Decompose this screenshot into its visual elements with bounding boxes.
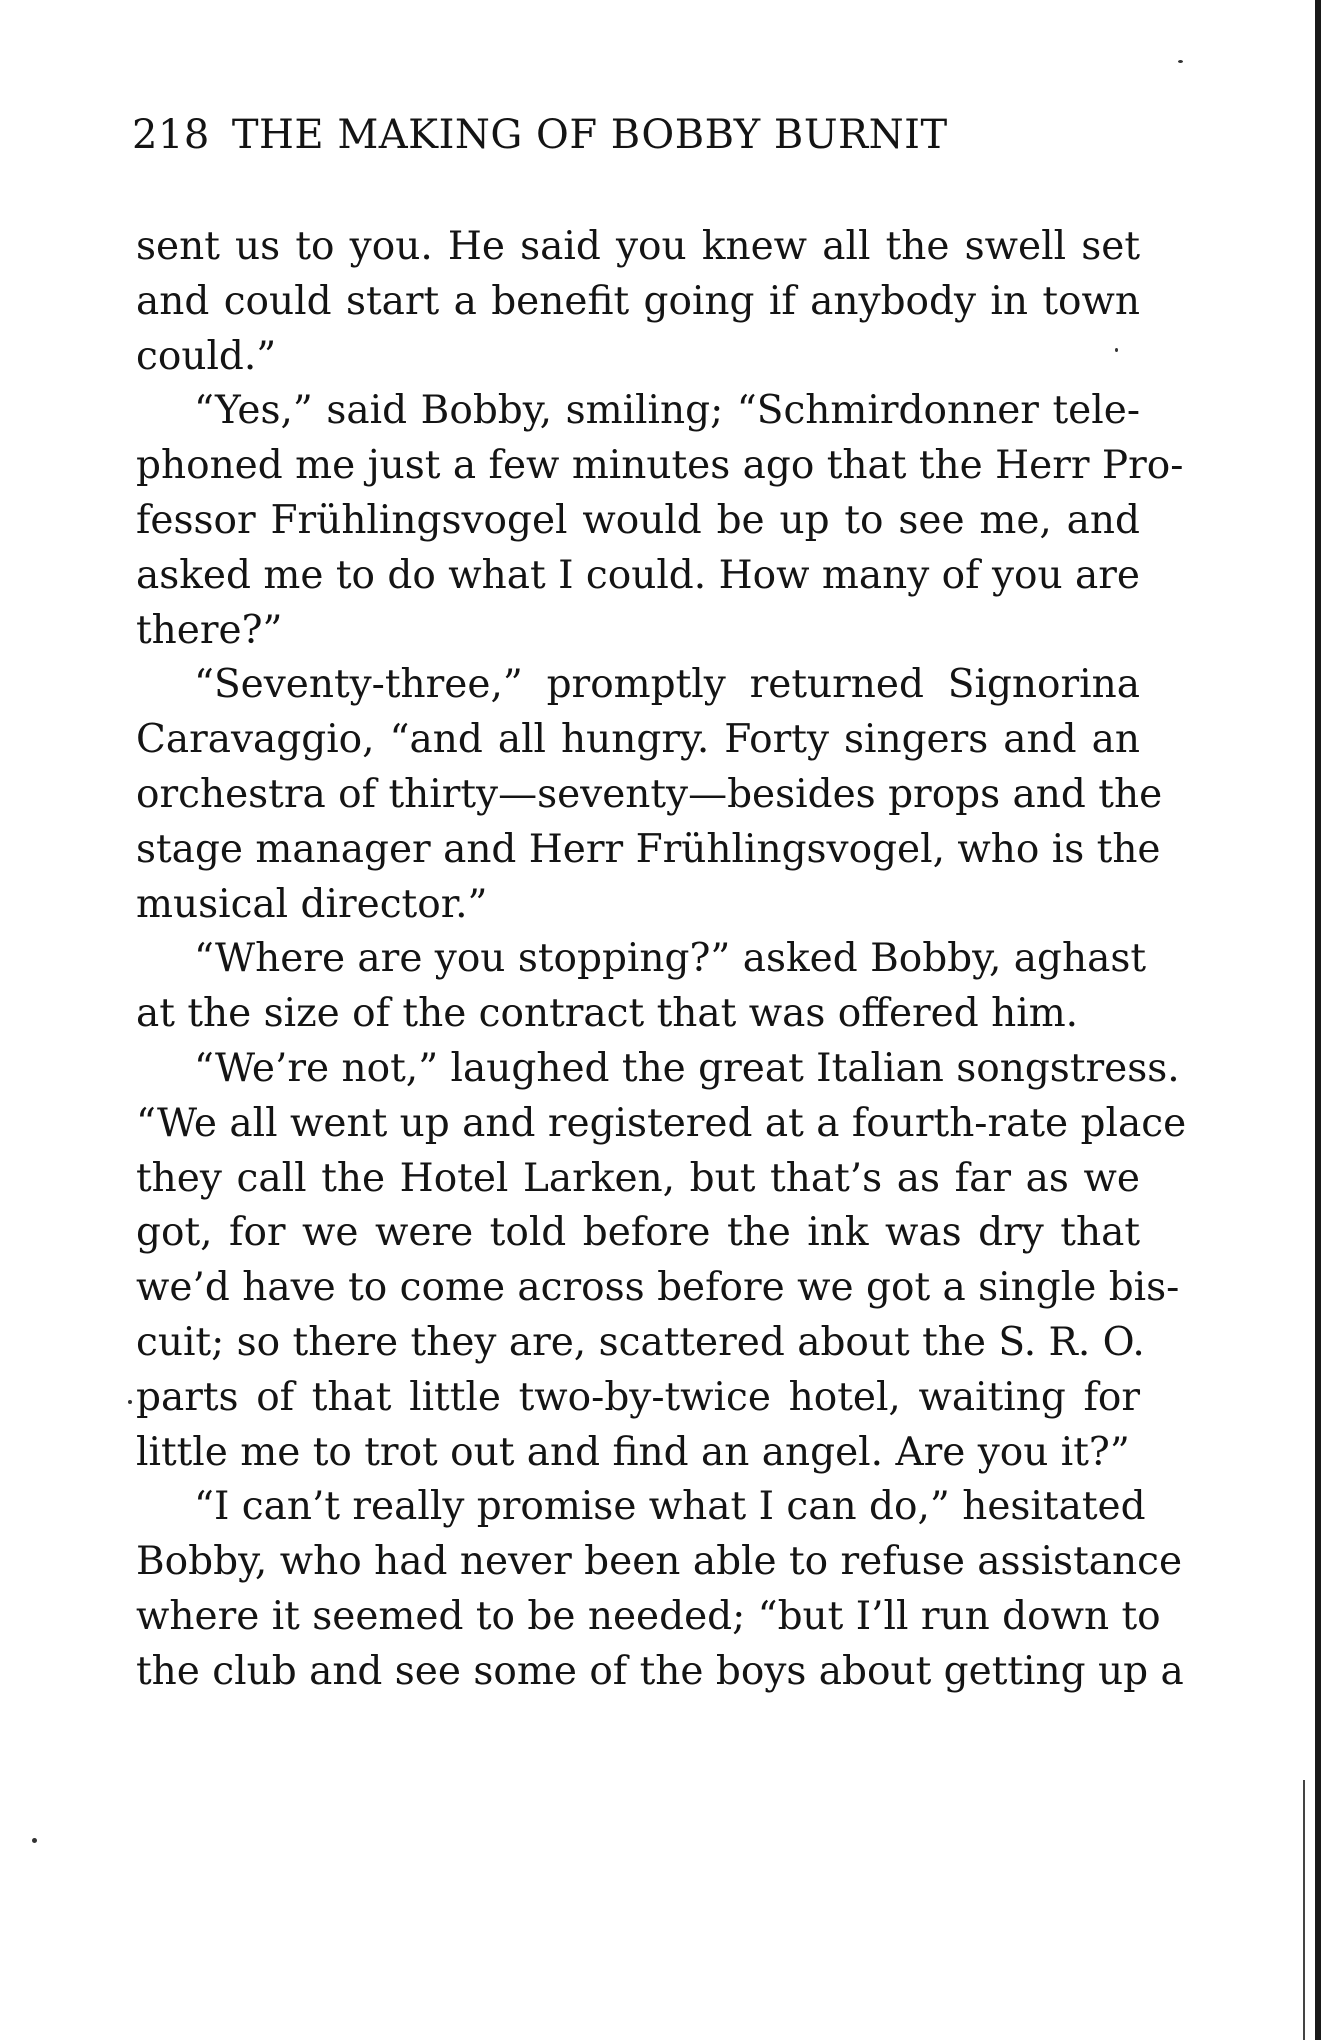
text-line: orchestra of thirty—seventy—besides props and the <box>136 771 1163 817</box>
text-line: we’d have to come across before we got a single bis- <box>136 1265 1180 1311</box>
scan-speck <box>1178 60 1183 63</box>
scan-speck <box>128 1400 132 1404</box>
text-line: little me to trot out and find an angel. Are you it?” <box>136 1429 1130 1475</box>
text-line: parts of that little two-by-twice hotel, waiting for <box>136 1374 1140 1420</box>
text-line: cuit; so there they are, scattered about the S. R. O. <box>136 1319 1145 1365</box>
text-line: Bobby, who had never been able to refuse assistance <box>136 1539 1183 1585</box>
page-edge-rule-thin <box>1303 1780 1305 2040</box>
text-line: and could start a benefit going if anybody in town <box>136 278 1140 324</box>
text-line: Caravaggio, “and all hungry. Forty singers and an <box>136 717 1140 763</box>
text-line: asked me to do what I could. How many of you are <box>136 552 1140 598</box>
text-line: at the size of the contract that was offered him. <box>136 991 1079 1037</box>
text-line: phoned me just a few minutes ago that the Herr Pro- <box>136 443 1184 489</box>
text-line: musical director.” <box>136 881 488 927</box>
text-line: “Yes,” said Bobby, smiling; “Schmirdonner tele- <box>194 388 1140 434</box>
text-line: fessor Frühlingsvogel would be up to see me, and <box>136 497 1140 543</box>
text-line: “Where are you stopping?” asked Bobby, aghast <box>194 936 1147 982</box>
text-line: “We all went up and registered at a fourth-rate place <box>136 1100 1187 1146</box>
text-line: “I can’t really promise what I can do,” hesitated <box>194 1484 1146 1530</box>
text-line: there?” <box>136 607 283 653</box>
text-line: the club and see some of the boys about getting up a <box>136 1648 1184 1694</box>
running-title: THE MAKING OF BOBBY BURNIT <box>231 112 948 158</box>
text-line: could.” <box>136 333 277 379</box>
scan-speck <box>1115 348 1118 352</box>
text-line: they call the Hotel Larken, but that’s as far as we <box>136 1155 1140 1201</box>
text-line: where it seemed to be needed; “but I’ll run down to <box>136 1593 1161 1639</box>
body-text <box>136 220 1187 1700</box>
text-line: “We’re not,” laughed the great Italian songstress. <box>194 1045 1180 1091</box>
text-line: sent us to you. He said you knew all the swell set <box>136 224 1140 269</box>
text-line: “Seventy-three,” promptly returned Signorina <box>194 662 1140 708</box>
scan-speck <box>32 1838 37 1843</box>
text-line: stage manager and Herr Frühlingsvogel, who is the <box>136 826 1161 872</box>
running-header <box>132 112 1132 158</box>
page-edge-rule <box>1315 0 1321 2040</box>
page-number: 218 <box>132 112 210 158</box>
text-line: got, for we were told before the ink was dry that <box>136 1210 1140 1256</box>
